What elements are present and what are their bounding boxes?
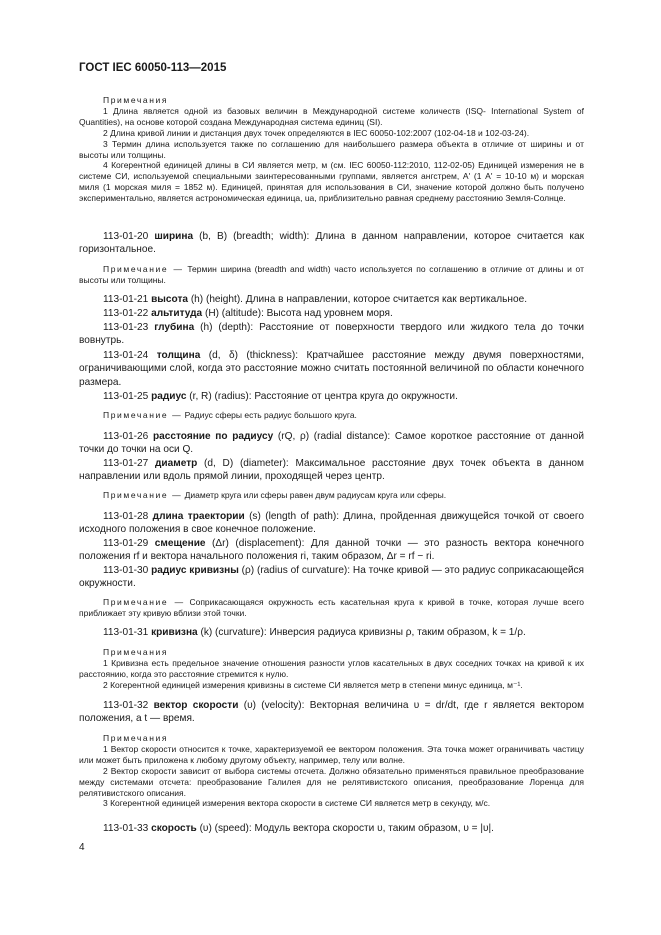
term-number: 113-01-22 bbox=[103, 308, 149, 319]
note-label: Примечание — bbox=[103, 410, 183, 420]
term-name: радиус bbox=[151, 391, 187, 402]
note-label: Примечание — bbox=[103, 597, 185, 607]
term-definition: (k) (curvature): Инверсия радиуса кривизны ρ, таким образом, k = 1/ρ. bbox=[197, 627, 526, 638]
note-item: 2 Когерентной единицей измерения кривизны в системе СИ является метр в степени минус единица, м⁻¹. bbox=[103, 679, 523, 690]
notes-length bbox=[79, 95, 584, 204]
term-definition: (h) (depth): Расстояние от поверхности твердого или жидкого тела до точки вовнутрь. bbox=[79, 322, 584, 347]
note-item: 3 Когерентной единицей измерения вектора скорости в системе СИ является метр в секунду, м/с. bbox=[103, 798, 491, 809]
term-number: 113-01-31 bbox=[103, 627, 149, 638]
term-entry-height bbox=[79, 293, 584, 306]
term-name: толщина bbox=[156, 350, 201, 361]
note-osculating-circle bbox=[79, 597, 584, 619]
term-definition: (υ) (velocity): Векторная величина υ = dr/dt, где r является вектором положения, a t — время. bbox=[79, 700, 585, 725]
term-definition: (ρ) (radius of curvature): На точке кривой — это радиус соприкасающейся окружности. bbox=[79, 565, 584, 590]
note-radius bbox=[79, 410, 584, 421]
note-text: Соприкасающаяся окружность есть касательная круга к кривой в точке, которая лучше всего приближает эту кривую вблизи этой точки. bbox=[79, 597, 584, 618]
notes-heading: Примечания bbox=[103, 733, 169, 743]
term-entry-altitude bbox=[79, 307, 584, 320]
note-item: 2 Вектор скорости зависит от выбора системы отсчета. Должно обязательно применяться правильное преобразование между системами отсчета: преобразование Галилея для не релятивистского описания, преобразование Лоренца для релятивистского описания. bbox=[79, 765, 584, 798]
notes-heading: Примечания bbox=[103, 647, 169, 657]
term-definition: (h) (height). Длина в направлении, которое считается как вертикальное. bbox=[188, 294, 528, 305]
term-entry-displacement bbox=[79, 537, 584, 564]
term-name: длина траектории bbox=[152, 511, 245, 522]
term-entry-curvature bbox=[79, 626, 584, 639]
note-text: Диаметр круга или сферы равен двум радиусам круга или сферы. bbox=[182, 490, 447, 500]
page-number: 4 bbox=[79, 842, 85, 853]
term-name: глубина bbox=[154, 322, 195, 333]
term-number: 113-01-23 bbox=[103, 322, 149, 333]
term-definition: (Δr) (displacement): Для данной точки — это разность вектора конечного положения rf и вектора начального положения ri, таким образом, Δr = rf − ri. bbox=[79, 538, 584, 563]
term-number: 113-01-27 bbox=[103, 458, 149, 469]
term-name: расстояние по радиусу bbox=[152, 431, 274, 442]
term-entry-velocity bbox=[79, 699, 584, 726]
term-entry-depth bbox=[79, 321, 584, 348]
term-number: 113-01-20 bbox=[103, 231, 149, 242]
term-name: смещение bbox=[154, 538, 206, 549]
term-entry-path-length bbox=[79, 510, 584, 537]
term-number: 113-01-26 bbox=[103, 431, 149, 442]
term-number: 113-01-21 bbox=[103, 294, 149, 305]
note-label: Примечание — bbox=[103, 490, 183, 500]
term-entry-radial-distance bbox=[79, 430, 584, 457]
term-name: ширина bbox=[154, 231, 194, 242]
term-number: 113-01-30 bbox=[103, 565, 149, 576]
note-label: Примечание — bbox=[103, 264, 184, 274]
term-name: радиус кривизны bbox=[151, 565, 239, 576]
term-name: высота bbox=[151, 294, 189, 305]
term-definition: (d, δ) (thickness): Кратчайшее расстояние между двумя поверхностями, ограничивающими слой, когда это расстояние можно считать постоянной величиной по области конечного размера. bbox=[79, 350, 584, 388]
term-number: 113-01-24 bbox=[103, 350, 149, 361]
term-definition: (d, D) (diameter): Максимальное расстояние двух точек объекта в данном направлении или вдоль прямой линии, проходящей через центр. bbox=[79, 458, 584, 483]
term-number: 113-01-32 bbox=[103, 700, 149, 711]
note-item: 1 Длина является одной из базовых величин в Международной системе количеств (ISQ- International System of Quantities), на основе которой создана Международная система единиц (SI). bbox=[79, 105, 584, 127]
term-name: диаметр bbox=[155, 458, 198, 469]
note-item: 3 Термин длина используется также по соглашению для наибольшего размера объекта в отличие от ширины и от высоты или толщины. bbox=[79, 138, 584, 160]
note-text: Радиус сферы есть радиус большого круга. bbox=[182, 410, 357, 420]
notes-curvature bbox=[79, 647, 584, 691]
term-entry-thickness bbox=[79, 349, 584, 389]
notes-velocity bbox=[79, 733, 584, 809]
note-item: 1 Вектор скорости относится к точке, характеризуемой ее вектором положения. Эта точка может ограничивать частицу или может быть приложена к любому другому объекту, например, телу или волне. bbox=[79, 743, 584, 765]
term-name: кривизна bbox=[151, 627, 198, 638]
term-definition: (b, B) (breadth; width): Длина в данном направлении, которое считается как горизонтальное. bbox=[79, 231, 584, 256]
term-name: вектор скорости bbox=[153, 700, 239, 711]
term-definition: (H) (altitude): Высота над уровнем моря. bbox=[202, 308, 393, 319]
term-number: 113-01-28 bbox=[103, 511, 149, 522]
term-definition: (rQ, ρ) (radial distance): Самое короткое расстояние от данной точки до точки на оси Q. bbox=[79, 431, 584, 456]
term-entry-width bbox=[79, 230, 584, 257]
term-entry-diameter bbox=[79, 457, 584, 484]
note-item: 4 Когерентной единицей длины в СИ является метр, м (см. IEC 60050-112:2010, 112-02-05) Единицей измерения не в системе СИ, используемой специальными заинтересованными группами, является ангстрем, А' (1 А' = 10-10 м) и морская миля (1 морская миля = 1852 м). Единицей, принятая для использования в СИ, значение которой должно быть получено экспериментально, является астрономическая единица, ua, приблизительно равная среднему расстоянию Земля-Солнце. bbox=[79, 160, 584, 204]
note-item: 2 Длина кривой линии и дистанция двух точек определяются в IEC 60050-102:2007 (102-04-18 и 102-03-24). bbox=[103, 127, 530, 138]
term-entry-curvature-radius bbox=[79, 564, 584, 591]
term-entry-radius bbox=[79, 390, 584, 403]
term-name: скорость bbox=[151, 823, 197, 834]
term-number: 113-01-25 bbox=[103, 391, 149, 402]
note-text: Термин ширина (breadth and width) часто используется по соглашению в отличие от длины и от высоты или толщины. bbox=[79, 264, 584, 285]
term-definition: (r, R) (radius): Расстояние от центра круга до окружности. bbox=[186, 391, 458, 402]
page-header-title: ГОСТ IEC 60050-113—2015 bbox=[79, 62, 227, 74]
term-number: 113-01-33 bbox=[103, 823, 149, 834]
notes-heading: Примечания bbox=[103, 95, 169, 105]
note-width bbox=[79, 264, 584, 286]
note-item: 1 Кривизна есть предельное значение отношения разности углов касательных в двух соседних точках на кривой к их расстоянию, когда это расстояние стремится к нулю. bbox=[79, 657, 584, 679]
note-diameter bbox=[79, 490, 584, 501]
term-definition: (s) (length of path): Длина, пройденная движущейся точкой от своего исходного положения в свое конечное положение. bbox=[79, 511, 584, 536]
term-entry-speed bbox=[79, 822, 584, 835]
term-number: 113-01-29 bbox=[103, 538, 149, 549]
term-name: альтитуда bbox=[151, 308, 203, 319]
term-definition: (υ) (speed): Модуль вектора скорости υ, таким образом, υ = |υ|. bbox=[196, 823, 494, 834]
